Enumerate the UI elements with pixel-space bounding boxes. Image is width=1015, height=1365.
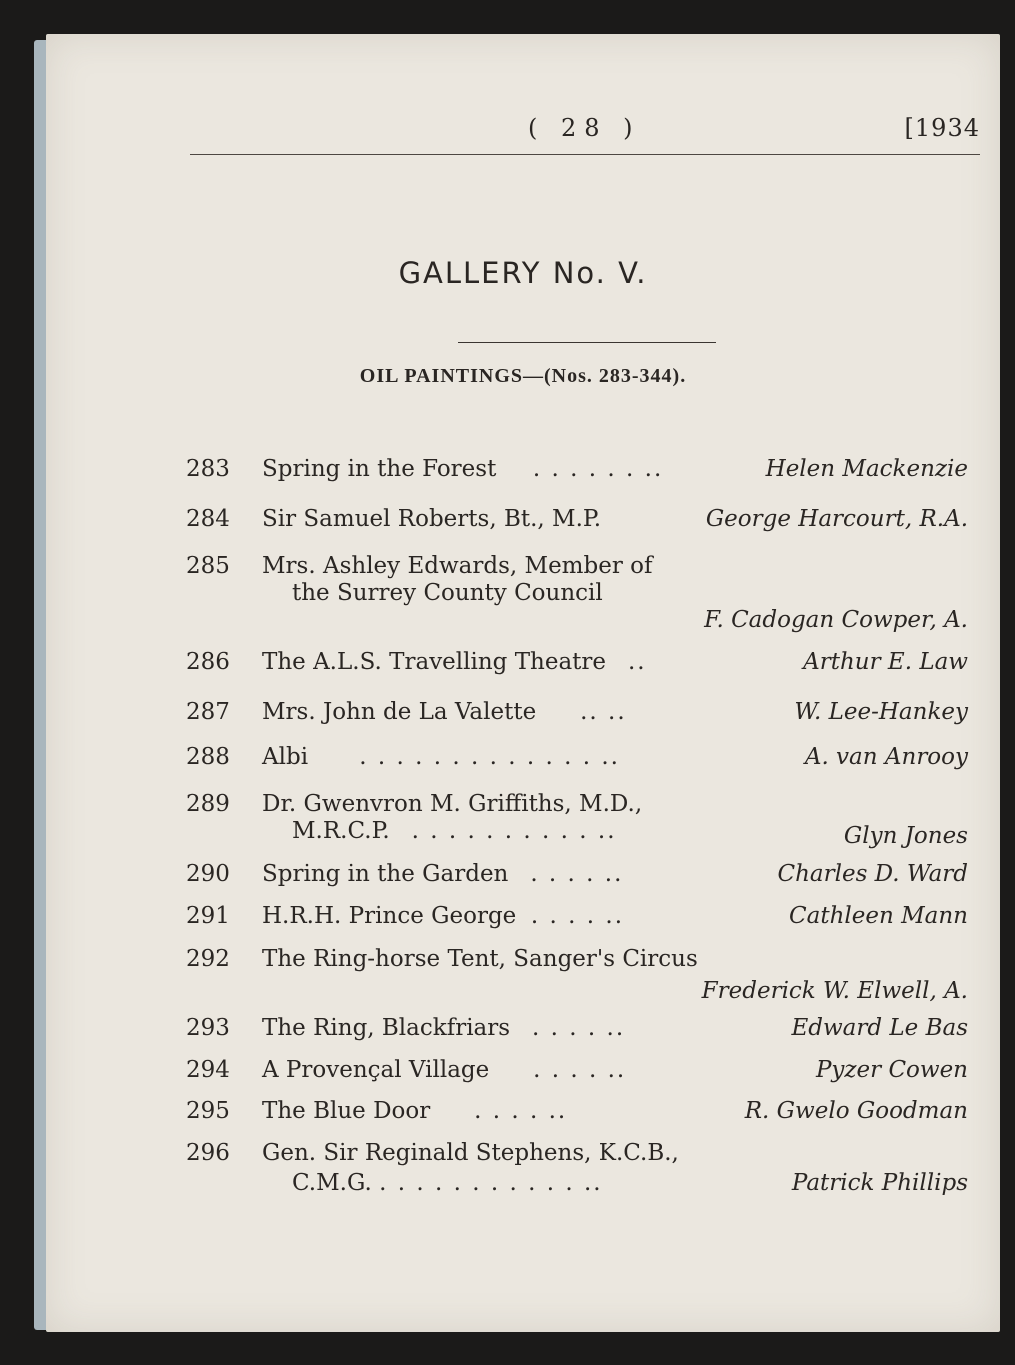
entry-artist: Charles D. Ward — [777, 861, 968, 887]
entry-number: 294 — [186, 1057, 230, 1083]
entry-number: 292 — [186, 946, 230, 972]
entry-number: 288 — [186, 744, 230, 770]
entry-artist: Glyn Jones — [843, 823, 968, 849]
leader-dots: . . . . .. — [533, 1057, 627, 1083]
gallery-title: GALLERY No. V. — [398, 256, 648, 290]
entry-title: H.R.H. Prince George . . . . .. — [262, 903, 625, 929]
entry-title: The Blue Door . . . . .. — [262, 1098, 568, 1124]
section-subtitle: OIL PAINTINGS—(Nos. 283-344). — [359, 365, 687, 387]
entry-title: Spring in the Forest . . . . . . .. — [262, 456, 664, 482]
entry-artist: Helen Mackenzie — [765, 456, 968, 482]
entry-artist: Patrick Phillips — [791, 1170, 968, 1196]
entry-number: 289 — [186, 791, 230, 817]
entry-artist: Edward Le Bas — [791, 1015, 968, 1041]
leader-dots: . . . . . . . . . . .. — [411, 818, 617, 844]
entry-title: The Ring-horse Tent, Sanger's Circus — [262, 946, 698, 972]
entry-artist: F. Cadogan Cowper, A. — [704, 607, 968, 633]
entry-artist: George Harcourt, R.A. — [705, 506, 968, 532]
entry-title: Sir Samuel Roberts, Bt., M.P. — [262, 506, 602, 532]
entry-title: Gen. Sir Reginald Stephens, K.C.B., — [262, 1140, 679, 1166]
entry-artist: W. Lee-Hankey — [794, 699, 968, 725]
entry-title-continued: the Surrey County Council — [292, 580, 603, 606]
entry-artist: A. van Anrooy — [804, 744, 968, 770]
leader-dots: . . . . .. — [532, 1015, 626, 1041]
entry-number: 293 — [186, 1015, 230, 1041]
entry-title: Mrs. Ashley Edwards, Member of — [262, 553, 653, 579]
entry-number: 295 — [186, 1098, 230, 1124]
entry-title: The Ring, Blackfriars . . . . .. — [262, 1015, 626, 1041]
title-rule — [458, 342, 716, 343]
entry-title: Dr. Gwenvron M. Griffiths, M.D., — [262, 791, 643, 817]
entry-artist: Pyzer Cowen — [815, 1057, 968, 1083]
entry-artist: Cathleen Mann — [789, 903, 968, 929]
catalogue-page — [46, 34, 1000, 1332]
header-rule — [190, 154, 980, 155]
leader-dots: . . . . . . . . . . . . . .. — [359, 744, 620, 770]
entry-title-continued: M.R.C.P. . . . . . . . . . . .. — [292, 818, 617, 844]
entry-title: Mrs. John de La Valette .. .. — [262, 699, 627, 725]
entry-number: 296 — [186, 1140, 230, 1166]
entry-number: 290 — [186, 861, 230, 887]
year-label: [1934 — [904, 114, 980, 142]
entry-number: 283 — [186, 456, 230, 482]
leader-dots: . . . . . . .. — [532, 456, 664, 482]
entry-number: 284 — [186, 506, 230, 532]
entry-artist: R. Gwelo Goodman — [744, 1098, 968, 1124]
page-number: ( 28 ) — [528, 114, 641, 142]
entry-number: 285 — [186, 553, 230, 579]
entry-title: Albi . . . . . . . . . . . . . .. — [262, 744, 620, 770]
entry-number: 286 — [186, 649, 230, 675]
entry-number: 291 — [186, 903, 230, 929]
leader-dots: .. .. — [580, 699, 627, 725]
entry-title: The A.L.S. Travelling Theatre .. — [262, 649, 647, 675]
running-head — [190, 114, 980, 154]
entry-number: 287 — [186, 699, 230, 725]
leader-dots: . . . . . . . . . . . .. — [379, 1170, 603, 1196]
entry-artist: Frederick W. Elwell, A. — [701, 978, 968, 1004]
leader-dots: . . . . .. — [474, 1098, 568, 1124]
entry-title-continued: C.M.G. . . . . . . . . . . . .. — [292, 1170, 603, 1196]
leader-dots: . . . . .. — [530, 861, 624, 887]
entry-artist: Arthur E. Law — [803, 649, 968, 675]
leader-dots: .. — [627, 649, 647, 675]
entry-title: A Provençal Village . . . . .. — [262, 1057, 627, 1083]
entry-title: Spring in the Garden . . . . .. — [262, 861, 624, 887]
leader-dots: . . . . .. — [530, 903, 625, 929]
